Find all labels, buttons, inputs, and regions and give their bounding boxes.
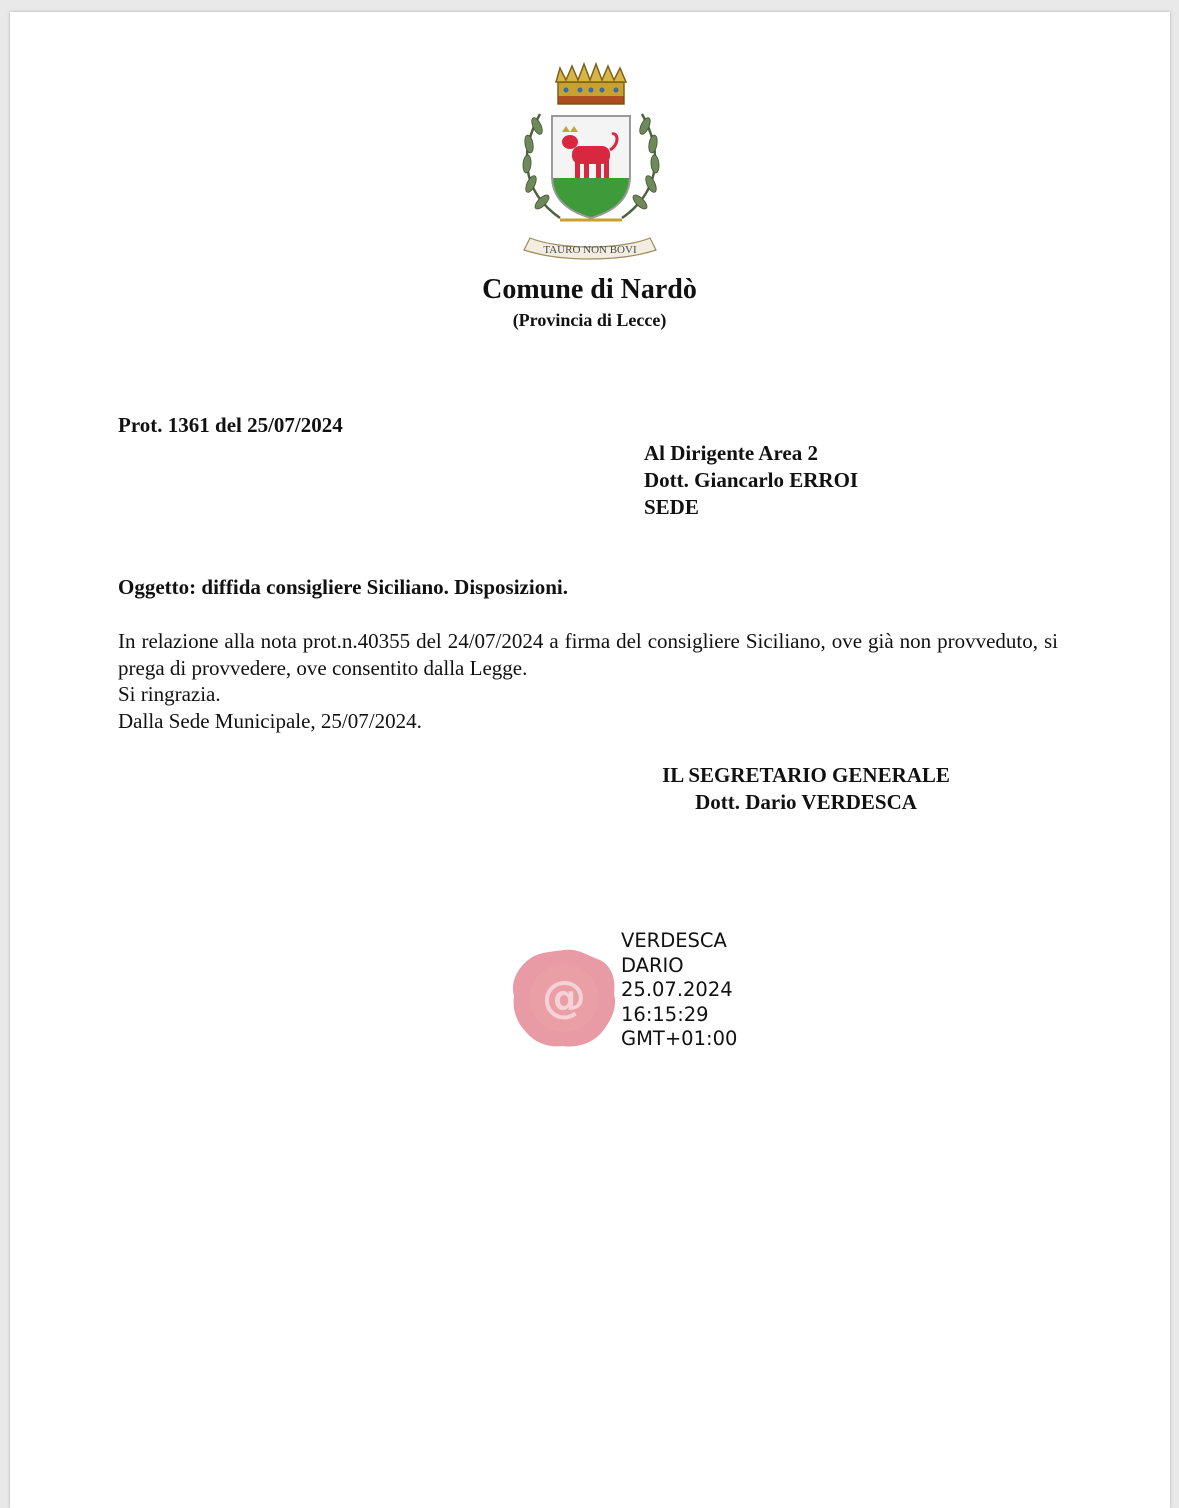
digital-signature-date: 25.07.2024 — [621, 978, 733, 1002]
shield-icon — [552, 116, 630, 218]
signatory-block — [626, 762, 986, 816]
place-date-line: Dalla Sede Municipale, 25/07/2024. — [118, 708, 422, 733]
recipient-block — [644, 440, 858, 521]
subject-line: Oggetto: diffida consigliere Siciliano. Disposizioni. — [118, 575, 568, 599]
svg-text:@: @ — [542, 972, 586, 1023]
recipient-name: Dott. Giancarlo ERROI — [644, 468, 859, 492]
motto-ribbon-icon — [524, 220, 656, 259]
recipient-location: SEDE — [644, 495, 699, 519]
digital-signature-timezone: GMT+01:00 — [621, 1027, 738, 1051]
digital-signature-given-name: DARIO — [621, 953, 684, 977]
signatory-role: IL SEGRETARIO GENERALE — [662, 763, 950, 787]
page-subtitle: (Provincia di Lecce) — [512, 310, 667, 330]
thanks-line: Si ringrazia. — [118, 682, 221, 706]
letter-body — [118, 628, 1058, 734]
protocol-number: Prot. 1361 del 25/07/2024 — [118, 413, 343, 437]
signatory-name: Dott. Dario VERDESCA — [695, 790, 917, 814]
body-paragraph: In relazione alla nota prot.n.40355 del 24/07/2024 a firma del consigliere Siciliano, ove già non provveduto, si prega di provvedere, ove consentito dalla Legge. — [118, 629, 1058, 680]
recipient-line: Al Dirigente Area 2 — [644, 441, 818, 465]
motto-text: TAURO NON BOVI — [543, 244, 637, 256]
wax-seal-icon — [508, 946, 620, 1050]
digital-signature-surname: VERDESCA — [621, 929, 727, 952]
coat-of-arms-icon — [500, 60, 680, 270]
page-title: Comune di Nardò — [482, 274, 697, 305]
digital-signature-time: 16:15:29 — [621, 1002, 709, 1026]
digital-signature-info — [621, 929, 737, 1052]
crown-icon — [556, 64, 626, 104]
